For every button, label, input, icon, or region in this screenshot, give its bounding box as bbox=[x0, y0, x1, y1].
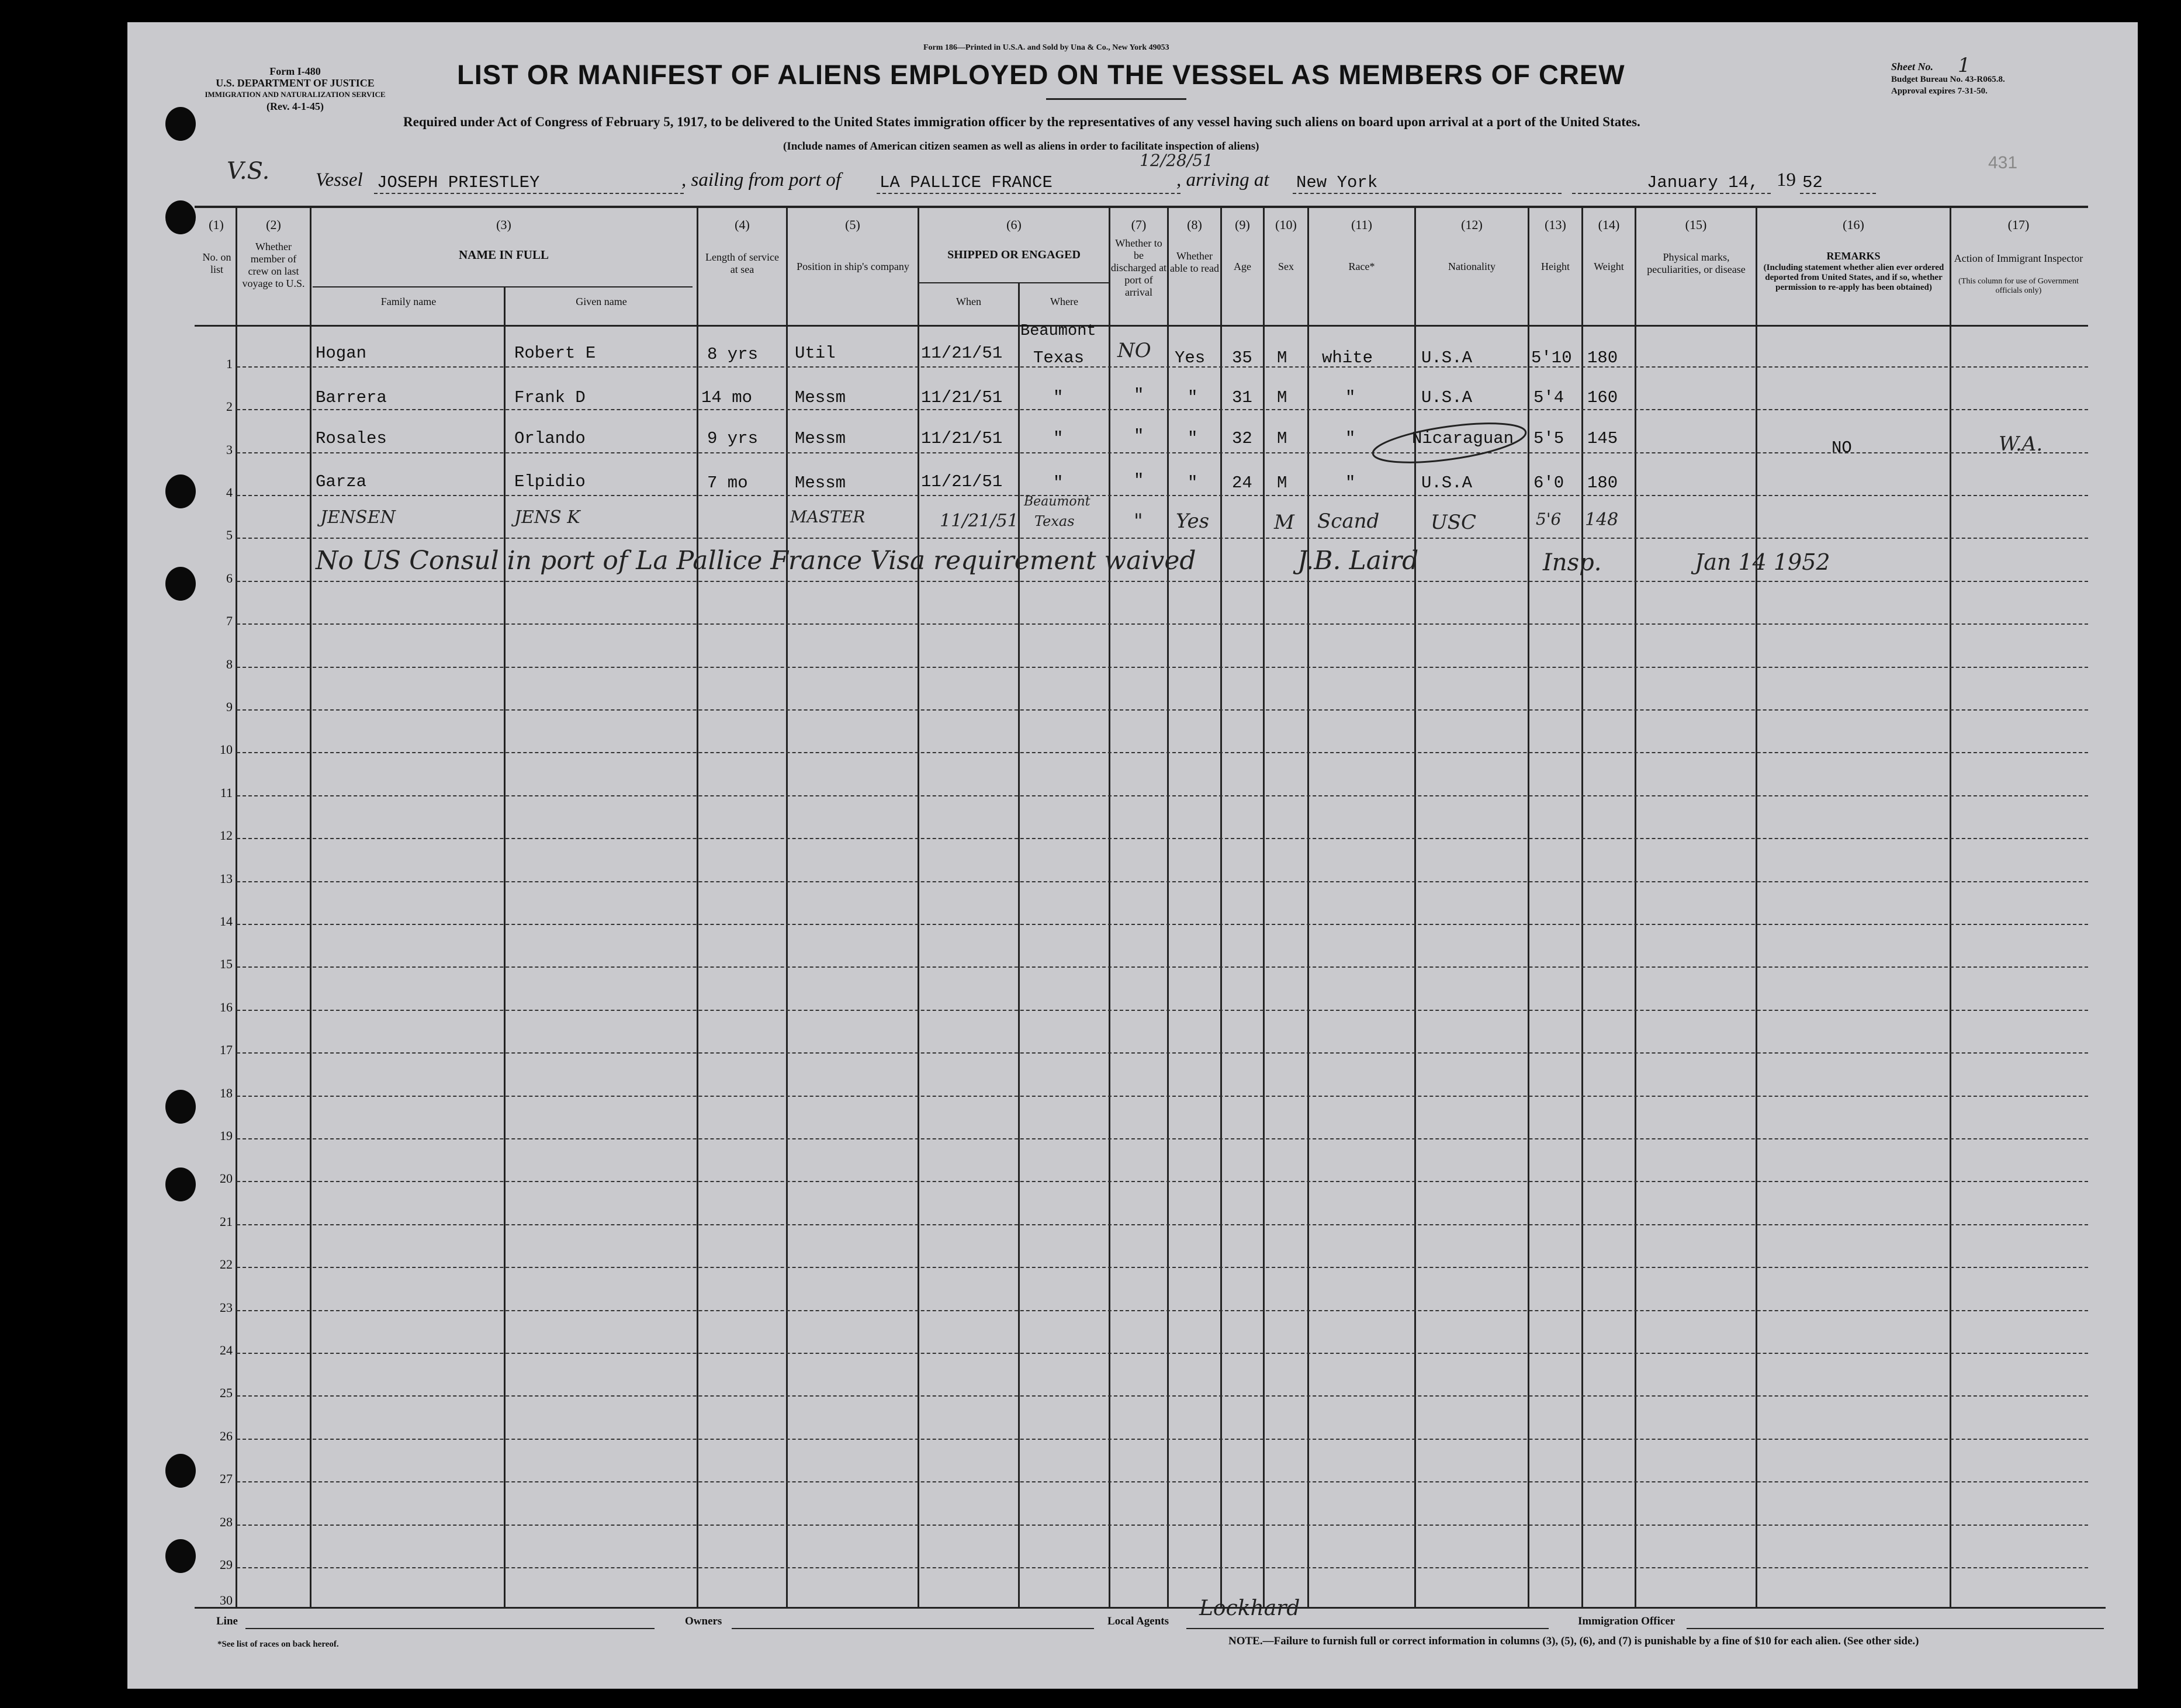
col-num: (10) bbox=[1275, 217, 1297, 232]
crew-given-name: Frank D bbox=[514, 388, 586, 407]
crew-nationality: Nicaraguan bbox=[1412, 429, 1514, 448]
row-number: 15 bbox=[220, 957, 233, 971]
col-num: (5) bbox=[845, 217, 860, 232]
crew-weight: 145 bbox=[1587, 429, 1618, 448]
row-number: 29 bbox=[220, 1557, 233, 1572]
crew-age: 35 bbox=[1232, 348, 1252, 368]
col-header-family: Family name bbox=[380, 296, 437, 307]
handwritten-note: No US Consul in port of La Pallice France Visa requirement waived bbox=[316, 546, 1196, 576]
col-num: (17) bbox=[2007, 217, 2030, 232]
crew-age: 24 bbox=[1232, 473, 1252, 493]
crew-height: 5'4 bbox=[1533, 388, 1564, 407]
crew-height: 5'6 bbox=[1536, 510, 1562, 529]
crew-race: " bbox=[1345, 388, 1356, 407]
crew-height: 6'0 bbox=[1533, 473, 1564, 493]
crew-read: " bbox=[1188, 473, 1198, 493]
footer-line-label: Line bbox=[216, 1615, 238, 1627]
punch-hole bbox=[165, 1539, 196, 1573]
crew-position: Util bbox=[795, 344, 836, 363]
form-number: Form I-480 bbox=[269, 65, 321, 77]
punch-hole bbox=[165, 474, 196, 508]
arrival-year: 52 bbox=[1802, 173, 1823, 192]
crew-family-name: Hogan bbox=[316, 344, 367, 363]
crew-shipped-when: 11/21/51 bbox=[940, 511, 1019, 531]
crew-remarks: NO bbox=[1832, 438, 1852, 458]
col-header-inspector: Action of Immigrant Inspector bbox=[1954, 252, 2083, 264]
crew-weight: 160 bbox=[1587, 388, 1618, 407]
sheet-label: Sheet No. bbox=[1891, 61, 1933, 72]
row-number: 23 bbox=[220, 1300, 233, 1315]
col-header-remarks-note: (Including statement whether alien ever ordered deported from United States, and if so, whether permission to re-apply has been obtained) bbox=[1763, 263, 1944, 292]
col-header-read: Whether able to read bbox=[1170, 250, 1219, 274]
row-number: 21 bbox=[220, 1214, 233, 1229]
arriving-port: New York bbox=[1296, 173, 1378, 192]
col-num: (4) bbox=[735, 217, 750, 232]
col-header-inspector-note: (This column for use of Government officials only) bbox=[1958, 277, 2079, 295]
approval-expires: Approval expires 7-31-50. bbox=[1891, 86, 1988, 96]
page-title: LIST OR MANIFEST OF ALIENS EMPLOYED ON THE VESSEL AS MEMBERS OF CREW bbox=[457, 59, 1625, 90]
crew-discharged: NO bbox=[1117, 339, 1151, 362]
row-number: 8 bbox=[226, 657, 233, 671]
nationality-circle bbox=[1368, 414, 1531, 470]
row-number: 18 bbox=[220, 1086, 233, 1100]
col-num: (3) bbox=[496, 217, 511, 232]
col-num: (11) bbox=[1351, 217, 1372, 232]
arrival-date: January 14, bbox=[1647, 173, 1759, 192]
col-header-shipped: SHIPPED OR ENGAGED bbox=[947, 248, 1081, 261]
crew-read: " bbox=[1188, 388, 1198, 407]
handwritten-prefix: V.S. bbox=[227, 158, 270, 185]
printer-line: Form 186—Printed in U.S.A. and Sold by Una & Co., New York 49053 bbox=[923, 43, 1169, 52]
col-header-nationality: Nationality bbox=[1448, 261, 1495, 272]
footer-note: NOTE.—Failure to furnish full or correct information in columns (3), (5), (6), and (7) is punishable by a fine of $10 for each alien. (See other side.) bbox=[1228, 1635, 1919, 1647]
crew-weight: 180 bbox=[1587, 348, 1618, 368]
col-num: (2) bbox=[266, 217, 281, 232]
footer-agents-label: Local Agents bbox=[1107, 1615, 1169, 1627]
subtitle: Required under Act of Congress of February 5, 1917, to be delivered to the United States immigration officer by the representatives of any vessel having such aliens on board upon arrival at a port of the United States. bbox=[403, 115, 1640, 129]
crew-family-name: Rosales bbox=[316, 429, 387, 448]
handwritten-sig-date: Jan 14 1952 bbox=[1695, 549, 1830, 575]
crew-shipped-where-city: Beaumont bbox=[1024, 494, 1090, 509]
crew-race: " bbox=[1345, 429, 1356, 448]
crew-position: MASTER bbox=[790, 507, 866, 526]
crew-discharged: " bbox=[1134, 471, 1144, 490]
row-number: 2 bbox=[226, 399, 233, 414]
form-revision: (Rev. 4-1-45) bbox=[266, 101, 324, 112]
col-num: (6) bbox=[1006, 217, 1022, 232]
crew-discharged: " bbox=[1134, 386, 1144, 405]
row-number: 13 bbox=[220, 871, 233, 886]
punch-hole bbox=[165, 567, 196, 601]
crew-sex: M bbox=[1277, 473, 1287, 493]
row-number: 5 bbox=[226, 528, 233, 542]
crew-shipped-where: Texas bbox=[1034, 513, 1075, 529]
crew-shipped-where: " bbox=[1053, 429, 1064, 448]
crew-shipped-when: 11/21/51 bbox=[921, 472, 1003, 491]
row-number: 11 bbox=[220, 785, 233, 800]
crew-height: 5'10 bbox=[1531, 348, 1572, 368]
crew-weight: 180 bbox=[1587, 473, 1618, 493]
year-prefix: 19 bbox=[1777, 169, 1796, 190]
crew-nationality: USC bbox=[1431, 511, 1476, 534]
crew-sex: M bbox=[1277, 388, 1287, 407]
col-num: (14) bbox=[1598, 217, 1620, 232]
service: IMMIGRATION AND NATURALIZATION SERVICE bbox=[205, 90, 386, 99]
row-number: 22 bbox=[220, 1257, 233, 1272]
crew-height: 5'5 bbox=[1533, 429, 1564, 448]
row-number: 28 bbox=[220, 1515, 233, 1529]
crew-sex: M bbox=[1277, 429, 1287, 448]
punch-hole bbox=[165, 1167, 196, 1201]
col-header-weight: Weight bbox=[1594, 261, 1624, 272]
crew-shipped-where-city: Beaumont bbox=[1020, 323, 1096, 340]
crew-given-name: Robert E bbox=[514, 344, 596, 363]
crew-position: Messm bbox=[795, 473, 846, 493]
col-header-position: Position in ship's company bbox=[797, 261, 909, 272]
footer-agents-signature: Lockhard bbox=[1199, 1596, 1300, 1620]
crew-given-name: Elpidio bbox=[514, 472, 586, 491]
col-header-remarks: REMARKS bbox=[1826, 250, 1881, 262]
row-number: 14 bbox=[220, 914, 233, 929]
row-number: 19 bbox=[220, 1128, 233, 1143]
col-header-when: When bbox=[956, 296, 981, 307]
col-header-member: Whether member of crew on last voyage to U.S. bbox=[242, 241, 305, 289]
crew-shipped-when: 11/21/51 bbox=[921, 344, 1003, 363]
col-num: (1) bbox=[209, 217, 224, 232]
col-header-discharged: Whether to be discharged at port of arrival bbox=[1110, 237, 1167, 298]
row-number: 6 bbox=[226, 571, 233, 585]
crew-race: white bbox=[1322, 348, 1373, 368]
crew-service: 8 yrs bbox=[707, 345, 759, 364]
handwritten-sig-title: Insp. bbox=[1543, 549, 1602, 576]
crew-family-name: JENSEN bbox=[320, 507, 396, 528]
crew-shipped-when: 11/21/51 bbox=[921, 388, 1003, 407]
punch-hole bbox=[165, 107, 196, 141]
crew-family-name: Barrera bbox=[316, 388, 387, 407]
footer-owners-label: Owners bbox=[685, 1615, 722, 1627]
col-header-physical: Physical marks, peculiarities, or disease bbox=[1647, 251, 1746, 275]
row-number: 10 bbox=[220, 742, 233, 757]
col-header-height: Height bbox=[1541, 261, 1570, 272]
row-number: 1 bbox=[226, 356, 233, 371]
row-number: 24 bbox=[220, 1343, 233, 1357]
punch-hole bbox=[165, 1454, 196, 1488]
col-header-given: Given name bbox=[576, 296, 627, 307]
crew-shipped-where: Texas bbox=[1033, 348, 1085, 368]
stamp-number: 431 bbox=[1988, 153, 2018, 172]
crew-position: Messm bbox=[795, 429, 846, 448]
footer-officer-label: Immigration Officer bbox=[1578, 1615, 1675, 1627]
crew-nationality: U.S.A bbox=[1421, 348, 1473, 368]
crew-discharged: " bbox=[1134, 510, 1143, 533]
crew-weight: 148 bbox=[1585, 510, 1619, 530]
row-number: 27 bbox=[220, 1471, 233, 1486]
crew-inspector-action: W.A. bbox=[1999, 432, 2043, 456]
row-number: 25 bbox=[220, 1385, 233, 1400]
punch-hole bbox=[165, 1090, 196, 1124]
crew-family-name: Garza bbox=[316, 472, 367, 491]
crew-race: Scand bbox=[1317, 510, 1380, 533]
vessel-label: Vessel bbox=[316, 169, 363, 190]
row-number: 7 bbox=[226, 614, 233, 628]
handwritten-signature: J.B. Laird bbox=[1297, 546, 1419, 576]
sailing-label: , sailing from port of bbox=[681, 169, 841, 190]
crew-age: 32 bbox=[1232, 429, 1252, 448]
crew-shipped-where: " bbox=[1053, 473, 1064, 493]
col-num: (16) bbox=[1843, 217, 1864, 232]
crew-service: 14 mo bbox=[701, 388, 753, 407]
crew-race: " bbox=[1345, 473, 1356, 493]
sheet-number: 1 bbox=[1958, 54, 1971, 77]
row-number: 30 bbox=[220, 1593, 233, 1607]
row-number: 12 bbox=[220, 828, 233, 843]
footer-races-note: *See list of races on back hereof. bbox=[217, 1640, 339, 1649]
row-number: 20 bbox=[220, 1171, 233, 1186]
col-header-name: NAME IN FULL bbox=[458, 248, 549, 262]
crew-read: " bbox=[1188, 429, 1198, 448]
punch-hole bbox=[165, 200, 196, 234]
handwritten-date-note: 12/28/51 bbox=[1140, 151, 1213, 170]
crew-nationality: U.S.A bbox=[1421, 388, 1473, 407]
col-header-age: Age bbox=[1234, 261, 1251, 272]
budget-bureau: Budget Bureau No. 43-R065.8. bbox=[1891, 75, 2005, 84]
crew-sex: M bbox=[1277, 348, 1287, 368]
col-header-sex: Sex bbox=[1278, 261, 1294, 272]
crew-discharged: " bbox=[1134, 427, 1144, 446]
crew-position: Messm bbox=[795, 388, 846, 407]
arriving-label: , arriving at bbox=[1176, 169, 1269, 190]
row-number: 17 bbox=[220, 1042, 233, 1057]
col-num: (7) bbox=[1131, 217, 1147, 232]
row-number: 4 bbox=[226, 485, 233, 500]
sailing-port: LA PALLICE FRANCE bbox=[880, 173, 1053, 192]
crew-read: Yes bbox=[1176, 510, 1210, 533]
col-num: (9) bbox=[1235, 217, 1250, 232]
col-header-where: Where bbox=[1050, 296, 1078, 307]
crew-shipped-when: 11/21/51 bbox=[921, 429, 1003, 448]
crew-given-name: JENS K bbox=[514, 507, 580, 528]
crew-sex: M bbox=[1274, 511, 1294, 534]
crew-service: 7 mo bbox=[707, 473, 748, 493]
crew-service: 9 yrs bbox=[707, 429, 759, 448]
col-header-race: Race* bbox=[1348, 261, 1375, 272]
department: U.S. DEPARTMENT OF JUSTICE bbox=[216, 77, 375, 89]
col-num: (13) bbox=[1545, 217, 1566, 232]
row-number: 3 bbox=[226, 442, 233, 457]
col-num: (15) bbox=[1685, 217, 1707, 232]
subtitle-include: (Include names of American citizen seamen as well as aliens in order to facilitate inspection of aliens) bbox=[783, 140, 1259, 153]
vessel-name: JOSEPH PRIESTLEY bbox=[377, 173, 540, 192]
col-header-no: No. on list bbox=[202, 251, 231, 275]
col-header-service: Length of service at sea bbox=[705, 251, 779, 275]
col-num: (8) bbox=[1187, 217, 1202, 232]
row-number: 26 bbox=[220, 1429, 233, 1443]
row-number: 16 bbox=[220, 1000, 233, 1014]
crew-given-name: Orlando bbox=[514, 429, 586, 448]
crew-nationality: U.S.A bbox=[1421, 473, 1473, 493]
row-number: 9 bbox=[226, 699, 233, 714]
crew-read: Yes bbox=[1175, 348, 1206, 368]
crew-age: 31 bbox=[1232, 388, 1252, 407]
col-num: (12) bbox=[1461, 217, 1483, 232]
crew-shipped-where: " bbox=[1053, 388, 1064, 407]
